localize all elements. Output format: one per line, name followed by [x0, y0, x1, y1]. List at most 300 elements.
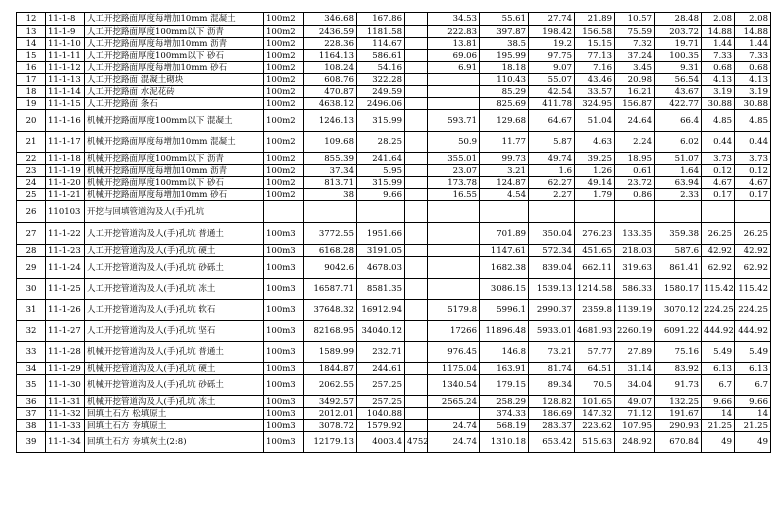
profit-cell: 51.04 — [575, 110, 615, 132]
management-fee-cell: 89.34 — [529, 375, 575, 396]
profit-cell: 4.63 — [575, 132, 615, 153]
base-price-cell: 1589.99 — [304, 342, 357, 363]
extra-fee-cell: 6.13 — [702, 363, 735, 375]
table-row — [17, 420, 771, 432]
quota-code-cell: 11-1-18 — [46, 153, 85, 165]
table-row — [17, 223, 771, 245]
extra-fee-2-cell: 0.68 — [735, 62, 771, 74]
machine-cost-cell — [428, 245, 480, 257]
extra-fee-cell: 26.25 — [702, 223, 735, 245]
measure-fee-cell: 374.33 — [480, 408, 529, 420]
unit-cell: 100m2 — [264, 86, 304, 98]
row-number-cell: 34 — [17, 363, 46, 375]
row-number-cell: 25 — [17, 189, 46, 201]
profit-cell: 223.62 — [575, 420, 615, 432]
unit-cell: 100m2 — [264, 50, 304, 62]
regulation-fee-cell: 49.07 — [615, 396, 655, 408]
unit-cell: 100m2 — [264, 13, 304, 26]
tax-cell: 6091.22 — [655, 321, 702, 342]
management-fee-cell: 97.75 — [529, 50, 575, 62]
regulation-fee-cell: 1139.19 — [615, 300, 655, 321]
row-number-cell: 39 — [17, 432, 46, 453]
machine-cost-cell — [428, 86, 480, 98]
row-number-cell: 13 — [17, 26, 46, 38]
table-row — [17, 110, 771, 132]
tax-cell — [655, 201, 702, 223]
base-price-cell: 6168.28 — [304, 245, 357, 257]
management-fee-cell: 42.54 — [529, 86, 575, 98]
unit-cell: 100m3 — [264, 321, 304, 342]
measure-fee-cell: 85.29 — [480, 86, 529, 98]
extra-fee-2-cell: 4.67 — [735, 177, 771, 189]
labor-cost-cell: 8581.35 — [357, 279, 405, 300]
regulation-fee-cell: 18.95 — [615, 153, 655, 165]
table-row — [17, 321, 771, 342]
profit-cell: 70.5 — [575, 375, 615, 396]
row-number-cell: 37 — [17, 408, 46, 420]
measure-fee-cell: 11896.48 — [480, 321, 529, 342]
tax-cell: 91.73 — [655, 375, 702, 396]
extra-fee-cell: 6.7 — [702, 375, 735, 396]
quota-code-cell: 11-1-30 — [46, 375, 85, 396]
labor-cost-cell: 1951.66 — [357, 223, 405, 245]
base-price-cell: 82168.95 — [304, 321, 357, 342]
regulation-fee-cell: 16.21 — [615, 86, 655, 98]
tax-cell: 670.84 — [655, 432, 702, 453]
machine-cost-cell: 16.55 — [428, 189, 480, 201]
machine-cost-cell — [428, 98, 480, 110]
machine-cost-cell: 17266 — [428, 321, 480, 342]
table-row — [17, 74, 771, 86]
measure-fee-cell: 1682.38 — [480, 257, 529, 279]
extra-fee-cell: 4.85 — [702, 110, 735, 132]
management-fee-cell: 5933.01 — [529, 321, 575, 342]
tax-cell: 422.77 — [655, 98, 702, 110]
labor-cost-cell: 4003.4 — [357, 432, 405, 453]
extra-fee-2-cell: 1.44 — [735, 38, 771, 50]
profit-cell: 33.57 — [575, 86, 615, 98]
row-number-cell: 23 — [17, 165, 46, 177]
extra-fee-cell: 3.73 — [702, 153, 735, 165]
material-cost-cell — [405, 201, 428, 223]
machine-cost-cell — [428, 223, 480, 245]
table-row — [17, 26, 771, 38]
table-row — [17, 342, 771, 363]
quota-code-cell: 11-1-32 — [46, 408, 85, 420]
item-name-cell: 人工开挖路面 水泥花砖 — [85, 86, 264, 98]
unit-cell: 100m2 — [264, 132, 304, 153]
material-cost-cell — [405, 13, 428, 26]
profit-cell: 57.77 — [575, 342, 615, 363]
labor-cost-cell: 28.25 — [357, 132, 405, 153]
quota-code-cell: 11-1-13 — [46, 74, 85, 86]
base-price-cell: 470.87 — [304, 86, 357, 98]
base-price-cell: 3078.72 — [304, 420, 357, 432]
labor-cost-cell: 16912.94 — [357, 300, 405, 321]
management-fee-cell: 81.74 — [529, 363, 575, 375]
extra-fee-cell: 4.13 — [702, 74, 735, 86]
table-row — [17, 62, 771, 74]
profit-cell: 1214.58 — [575, 279, 615, 300]
material-cost-cell — [405, 153, 428, 165]
tax-cell: 290.93 — [655, 420, 702, 432]
extra-fee-cell: 5.49 — [702, 342, 735, 363]
unit-cell: 100m3 — [264, 408, 304, 420]
quota-code-cell: 11-1-27 — [46, 321, 85, 342]
material-cost-cell — [405, 363, 428, 375]
extra-fee-cell: 9.66 — [702, 396, 735, 408]
unit-cell: 100m2 — [264, 62, 304, 74]
measure-fee-cell: 146.8 — [480, 342, 529, 363]
quota-code-cell: 11-1-19 — [46, 165, 85, 177]
table-body — [17, 13, 771, 453]
tax-cell: 9.31 — [655, 62, 702, 74]
tax-cell: 100.35 — [655, 50, 702, 62]
labor-cost-cell: 167.86 — [357, 13, 405, 26]
machine-cost-cell — [428, 408, 480, 420]
labor-cost-cell: 241.64 — [357, 153, 405, 165]
base-price-cell: 38 — [304, 189, 357, 201]
item-name-cell: 机械开挖管道沟及人(手)孔坑 冻土 — [85, 396, 264, 408]
row-number-cell: 19 — [17, 98, 46, 110]
row-number-cell: 18 — [17, 86, 46, 98]
item-name-cell: 机械开挖路面厚度每增加10mm 沥青 — [85, 165, 264, 177]
profit-cell: 21.89 — [575, 13, 615, 26]
unit-cell: 100m2 — [264, 177, 304, 189]
measure-fee-cell: 5996.1 — [480, 300, 529, 321]
item-name-cell: 机械开挖路面厚度100mm以下 沥青 — [85, 153, 264, 165]
machine-cost-cell: 34.53 — [428, 13, 480, 26]
labor-cost-cell: 1040.88 — [357, 408, 405, 420]
quota-code-cell: 11-1-9 — [46, 26, 85, 38]
machine-cost-cell: 2565.24 — [428, 396, 480, 408]
machine-cost-cell: 23.07 — [428, 165, 480, 177]
item-name-cell: 机械开挖路面厚度每增加10mm 砂石 — [85, 189, 264, 201]
table-row — [17, 279, 771, 300]
extra-fee-2-cell: 7.33 — [735, 50, 771, 62]
row-number-cell: 16 — [17, 62, 46, 74]
base-price-cell: 855.39 — [304, 153, 357, 165]
tax-cell: 861.41 — [655, 257, 702, 279]
item-name-cell: 机械开挖管道沟及人(手)孔坑 砂砾土 — [85, 375, 264, 396]
quota-code-cell: 11-1-23 — [46, 245, 85, 257]
unit-cell: 100m2 — [264, 165, 304, 177]
management-fee-cell: 283.37 — [529, 420, 575, 432]
material-cost-cell — [405, 132, 428, 153]
table-row — [17, 153, 771, 165]
measure-fee-cell: 124.87 — [480, 177, 529, 189]
extra-fee-cell: 49 — [702, 432, 735, 453]
item-name-cell: 人工开挖路面厚度100mm以下 砂石 — [85, 50, 264, 62]
profit-cell: 49.14 — [575, 177, 615, 189]
base-price-cell: 16587.71 — [304, 279, 357, 300]
unit-cell: 100m3 — [264, 432, 304, 453]
row-number-cell: 15 — [17, 50, 46, 62]
extra-fee-cell: 7.33 — [702, 50, 735, 62]
extra-fee-2-cell: 0.17 — [735, 189, 771, 201]
management-fee-cell: 186.69 — [529, 408, 575, 420]
table-row — [17, 257, 771, 279]
extra-fee-cell: 0.68 — [702, 62, 735, 74]
management-fee-cell: 572.34 — [529, 245, 575, 257]
unit-cell: 100m3 — [264, 396, 304, 408]
extra-fee-cell: 2.08 — [702, 13, 735, 26]
regulation-fee-cell: 248.92 — [615, 432, 655, 453]
labor-cost-cell: 2496.06 — [357, 98, 405, 110]
machine-cost-cell: 173.78 — [428, 177, 480, 189]
regulation-fee-cell: 23.72 — [615, 177, 655, 189]
table-row — [17, 375, 771, 396]
measure-fee-cell: 110.43 — [480, 74, 529, 86]
extra-fee-cell: 3.19 — [702, 86, 735, 98]
row-number-cell: 30 — [17, 279, 46, 300]
machine-cost-cell: 1340.54 — [428, 375, 480, 396]
tax-cell: 6.02 — [655, 132, 702, 153]
table-row — [17, 432, 771, 453]
extra-fee-2-cell: 0.44 — [735, 132, 771, 153]
tax-cell: 1580.17 — [655, 279, 702, 300]
measure-fee-cell: 163.91 — [480, 363, 529, 375]
management-fee-cell: 350.04 — [529, 223, 575, 245]
management-fee-cell: 49.74 — [529, 153, 575, 165]
extra-fee-2-cell: 30.88 — [735, 98, 771, 110]
item-name-cell: 人工开挖管道沟及人(手)孔坑 冻土 — [85, 279, 264, 300]
machine-cost-cell: 355.01 — [428, 153, 480, 165]
quota-code-cell: 11-1-28 — [46, 342, 85, 363]
regulation-fee-cell: 2.24 — [615, 132, 655, 153]
item-name-cell: 人工开挖管道沟及人(手)孔坑 普通土 — [85, 223, 264, 245]
management-fee-cell — [529, 201, 575, 223]
machine-cost-cell: 24.74 — [428, 432, 480, 453]
regulation-fee-cell: 27.89 — [615, 342, 655, 363]
extra-fee-2-cell: 14.88 — [735, 26, 771, 38]
extra-fee-2-cell: 6.7 — [735, 375, 771, 396]
extra-fee-2-cell: 21.25 — [735, 420, 771, 432]
labor-cost-cell: 3191.05 — [357, 245, 405, 257]
management-fee-cell: 19.2 — [529, 38, 575, 50]
material-cost-cell: 4752 — [405, 432, 428, 453]
base-price-cell: 3492.57 — [304, 396, 357, 408]
measure-fee-cell: 825.69 — [480, 98, 529, 110]
measure-fee-cell: 4.54 — [480, 189, 529, 201]
tax-cell: 51.07 — [655, 153, 702, 165]
labor-cost-cell — [357, 201, 405, 223]
profit-cell: 276.23 — [575, 223, 615, 245]
regulation-fee-cell — [615, 201, 655, 223]
unit-cell: 100m3 — [264, 342, 304, 363]
profit-cell: 64.51 — [575, 363, 615, 375]
item-name-cell: 回填土石方 夯填原土 — [85, 420, 264, 432]
table-row — [17, 300, 771, 321]
item-name-cell: 机械开挖路面厚度每增加10mm 混凝土 — [85, 132, 264, 153]
row-number-cell: 33 — [17, 342, 46, 363]
item-name-cell: 回填土石方 松填原土 — [85, 408, 264, 420]
unit-cell: 100m3 — [264, 223, 304, 245]
quota-code-cell: 11-1-21 — [46, 189, 85, 201]
quota-table — [16, 12, 771, 453]
regulation-fee-cell: 71.12 — [615, 408, 655, 420]
management-fee-cell: 2990.37 — [529, 300, 575, 321]
extra-fee-2-cell — [735, 201, 771, 223]
extra-fee-cell: 30.88 — [702, 98, 735, 110]
item-name-cell: 人工开挖路面厚度100mm以下 沥青 — [85, 26, 264, 38]
material-cost-cell — [405, 223, 428, 245]
labor-cost-cell: 315.99 — [357, 177, 405, 189]
unit-cell: 100m3 — [264, 363, 304, 375]
table-row — [17, 408, 771, 420]
quota-code-cell: 11-1-11 — [46, 50, 85, 62]
tax-cell: 359.38 — [655, 223, 702, 245]
measure-fee-cell: 397.87 — [480, 26, 529, 38]
extra-fee-cell: 0.44 — [702, 132, 735, 153]
management-fee-cell: 653.42 — [529, 432, 575, 453]
material-cost-cell — [405, 375, 428, 396]
extra-fee-cell: 21.25 — [702, 420, 735, 432]
regulation-fee-cell: 2260.19 — [615, 321, 655, 342]
base-price-cell: 12179.13 — [304, 432, 357, 453]
tax-cell: 75.16 — [655, 342, 702, 363]
measure-fee-cell: 129.68 — [480, 110, 529, 132]
base-price-cell: 37648.32 — [304, 300, 357, 321]
row-number-cell: 31 — [17, 300, 46, 321]
row-number-cell: 26 — [17, 201, 46, 223]
item-name-cell: 人工开挖管道沟及人(手)孔坑 坚石 — [85, 321, 264, 342]
management-fee-cell: 62.27 — [529, 177, 575, 189]
labor-cost-cell: 244.61 — [357, 363, 405, 375]
tax-cell: 587.6 — [655, 245, 702, 257]
unit-cell: 100m2 — [264, 38, 304, 50]
regulation-fee-cell: 31.14 — [615, 363, 655, 375]
machine-cost-cell: 50.9 — [428, 132, 480, 153]
row-number-cell: 32 — [17, 321, 46, 342]
row-number-cell: 29 — [17, 257, 46, 279]
base-price-cell: 4638.12 — [304, 98, 357, 110]
measure-fee-cell: 38.5 — [480, 38, 529, 50]
quota-code-cell: 11-1-16 — [46, 110, 85, 132]
measure-fee-cell — [480, 201, 529, 223]
regulation-fee-cell: 586.33 — [615, 279, 655, 300]
regulation-fee-cell: 0.61 — [615, 165, 655, 177]
regulation-fee-cell: 107.95 — [615, 420, 655, 432]
labor-cost-cell: 232.71 — [357, 342, 405, 363]
material-cost-cell — [405, 98, 428, 110]
regulation-fee-cell: 3.45 — [615, 62, 655, 74]
labor-cost-cell: 9.66 — [357, 189, 405, 201]
quota-code-cell: 11-1-12 — [46, 62, 85, 74]
material-cost-cell — [405, 86, 428, 98]
extra-fee-cell: 0.17 — [702, 189, 735, 201]
measure-fee-cell: 195.99 — [480, 50, 529, 62]
base-price-cell: 346.68 — [304, 13, 357, 26]
measure-fee-cell: 3086.15 — [480, 279, 529, 300]
unit-cell: 100m3 — [264, 420, 304, 432]
quota-code-cell: 11-1-25 — [46, 279, 85, 300]
item-name-cell: 人工开挖路面厚度每增加10mm 沥青 — [85, 38, 264, 50]
labor-cost-cell: 114.67 — [357, 38, 405, 50]
quota-code-cell: 11-1-31 — [46, 396, 85, 408]
base-price-cell: 108.24 — [304, 62, 357, 74]
tax-cell: 191.67 — [655, 408, 702, 420]
unit-cell: 100m2 — [264, 110, 304, 132]
extra-fee-2-cell: 0.12 — [735, 165, 771, 177]
extra-fee-2-cell: 2.08 — [735, 13, 771, 26]
management-fee-cell: 9.07 — [529, 62, 575, 74]
measure-fee-cell: 568.19 — [480, 420, 529, 432]
base-price-cell: 1246.13 — [304, 110, 357, 132]
unit-cell: 100m2 — [264, 74, 304, 86]
profit-cell: 39.25 — [575, 153, 615, 165]
tax-cell: 1.64 — [655, 165, 702, 177]
item-name-cell: 人工开挖管道沟及人(手)孔坑 硬土 — [85, 245, 264, 257]
profit-cell: 15.15 — [575, 38, 615, 50]
extra-fee-cell: 42.92 — [702, 245, 735, 257]
item-name-cell: 开挖与回填管道沟及人(手)孔坑 — [85, 201, 264, 223]
extra-fee-2-cell: 4.85 — [735, 110, 771, 132]
machine-cost-cell: 222.83 — [428, 26, 480, 38]
base-price-cell: 1164.13 — [304, 50, 357, 62]
profit-cell: 147.32 — [575, 408, 615, 420]
labor-cost-cell: 34040.12 — [357, 321, 405, 342]
profit-cell: 662.11 — [575, 257, 615, 279]
base-price-cell: 109.68 — [304, 132, 357, 153]
extra-fee-2-cell: 3.19 — [735, 86, 771, 98]
base-price-cell: 813.71 — [304, 177, 357, 189]
table-row — [17, 98, 771, 110]
management-fee-cell: 5.87 — [529, 132, 575, 153]
machine-cost-cell: 5179.8 — [428, 300, 480, 321]
table-row — [17, 189, 771, 201]
machine-cost-cell: 6.91 — [428, 62, 480, 74]
labor-cost-cell: 315.99 — [357, 110, 405, 132]
base-price-cell: 2436.59 — [304, 26, 357, 38]
material-cost-cell — [405, 245, 428, 257]
base-price-cell: 2062.55 — [304, 375, 357, 396]
item-name-cell: 人工开挖路面厚度每增加10mm 混凝土 — [85, 13, 264, 26]
profit-cell: 43.46 — [575, 74, 615, 86]
regulation-fee-cell: 24.64 — [615, 110, 655, 132]
machine-cost-cell: 13.81 — [428, 38, 480, 50]
profit-cell — [575, 201, 615, 223]
measure-fee-cell: 55.61 — [480, 13, 529, 26]
unit-cell: 100m2 — [264, 26, 304, 38]
unit-cell: 100m3 — [264, 245, 304, 257]
tax-cell: 203.72 — [655, 26, 702, 38]
base-price-cell — [304, 201, 357, 223]
management-fee-cell: 411.78 — [529, 98, 575, 110]
machine-cost-cell: 976.45 — [428, 342, 480, 363]
labor-cost-cell: 257.25 — [357, 375, 405, 396]
table-row — [17, 201, 771, 223]
regulation-fee-cell: 156.87 — [615, 98, 655, 110]
machine-cost-cell — [428, 201, 480, 223]
row-number-cell: 22 — [17, 153, 46, 165]
extra-fee-2-cell: 5.49 — [735, 342, 771, 363]
row-number-cell: 14 — [17, 38, 46, 50]
row-number-cell: 21 — [17, 132, 46, 153]
table-row — [17, 177, 771, 189]
profit-cell: 77.13 — [575, 50, 615, 62]
labor-cost-cell: 5.95 — [357, 165, 405, 177]
measure-fee-cell: 1310.18 — [480, 432, 529, 453]
tax-cell: 3070.12 — [655, 300, 702, 321]
table-row — [17, 50, 771, 62]
unit-cell — [264, 201, 304, 223]
table-row — [17, 132, 771, 153]
unit-cell: 100m3 — [264, 300, 304, 321]
labor-cost-cell: 322.28 — [357, 74, 405, 86]
extra-fee-2-cell: 14 — [735, 408, 771, 420]
tax-cell: 83.92 — [655, 363, 702, 375]
